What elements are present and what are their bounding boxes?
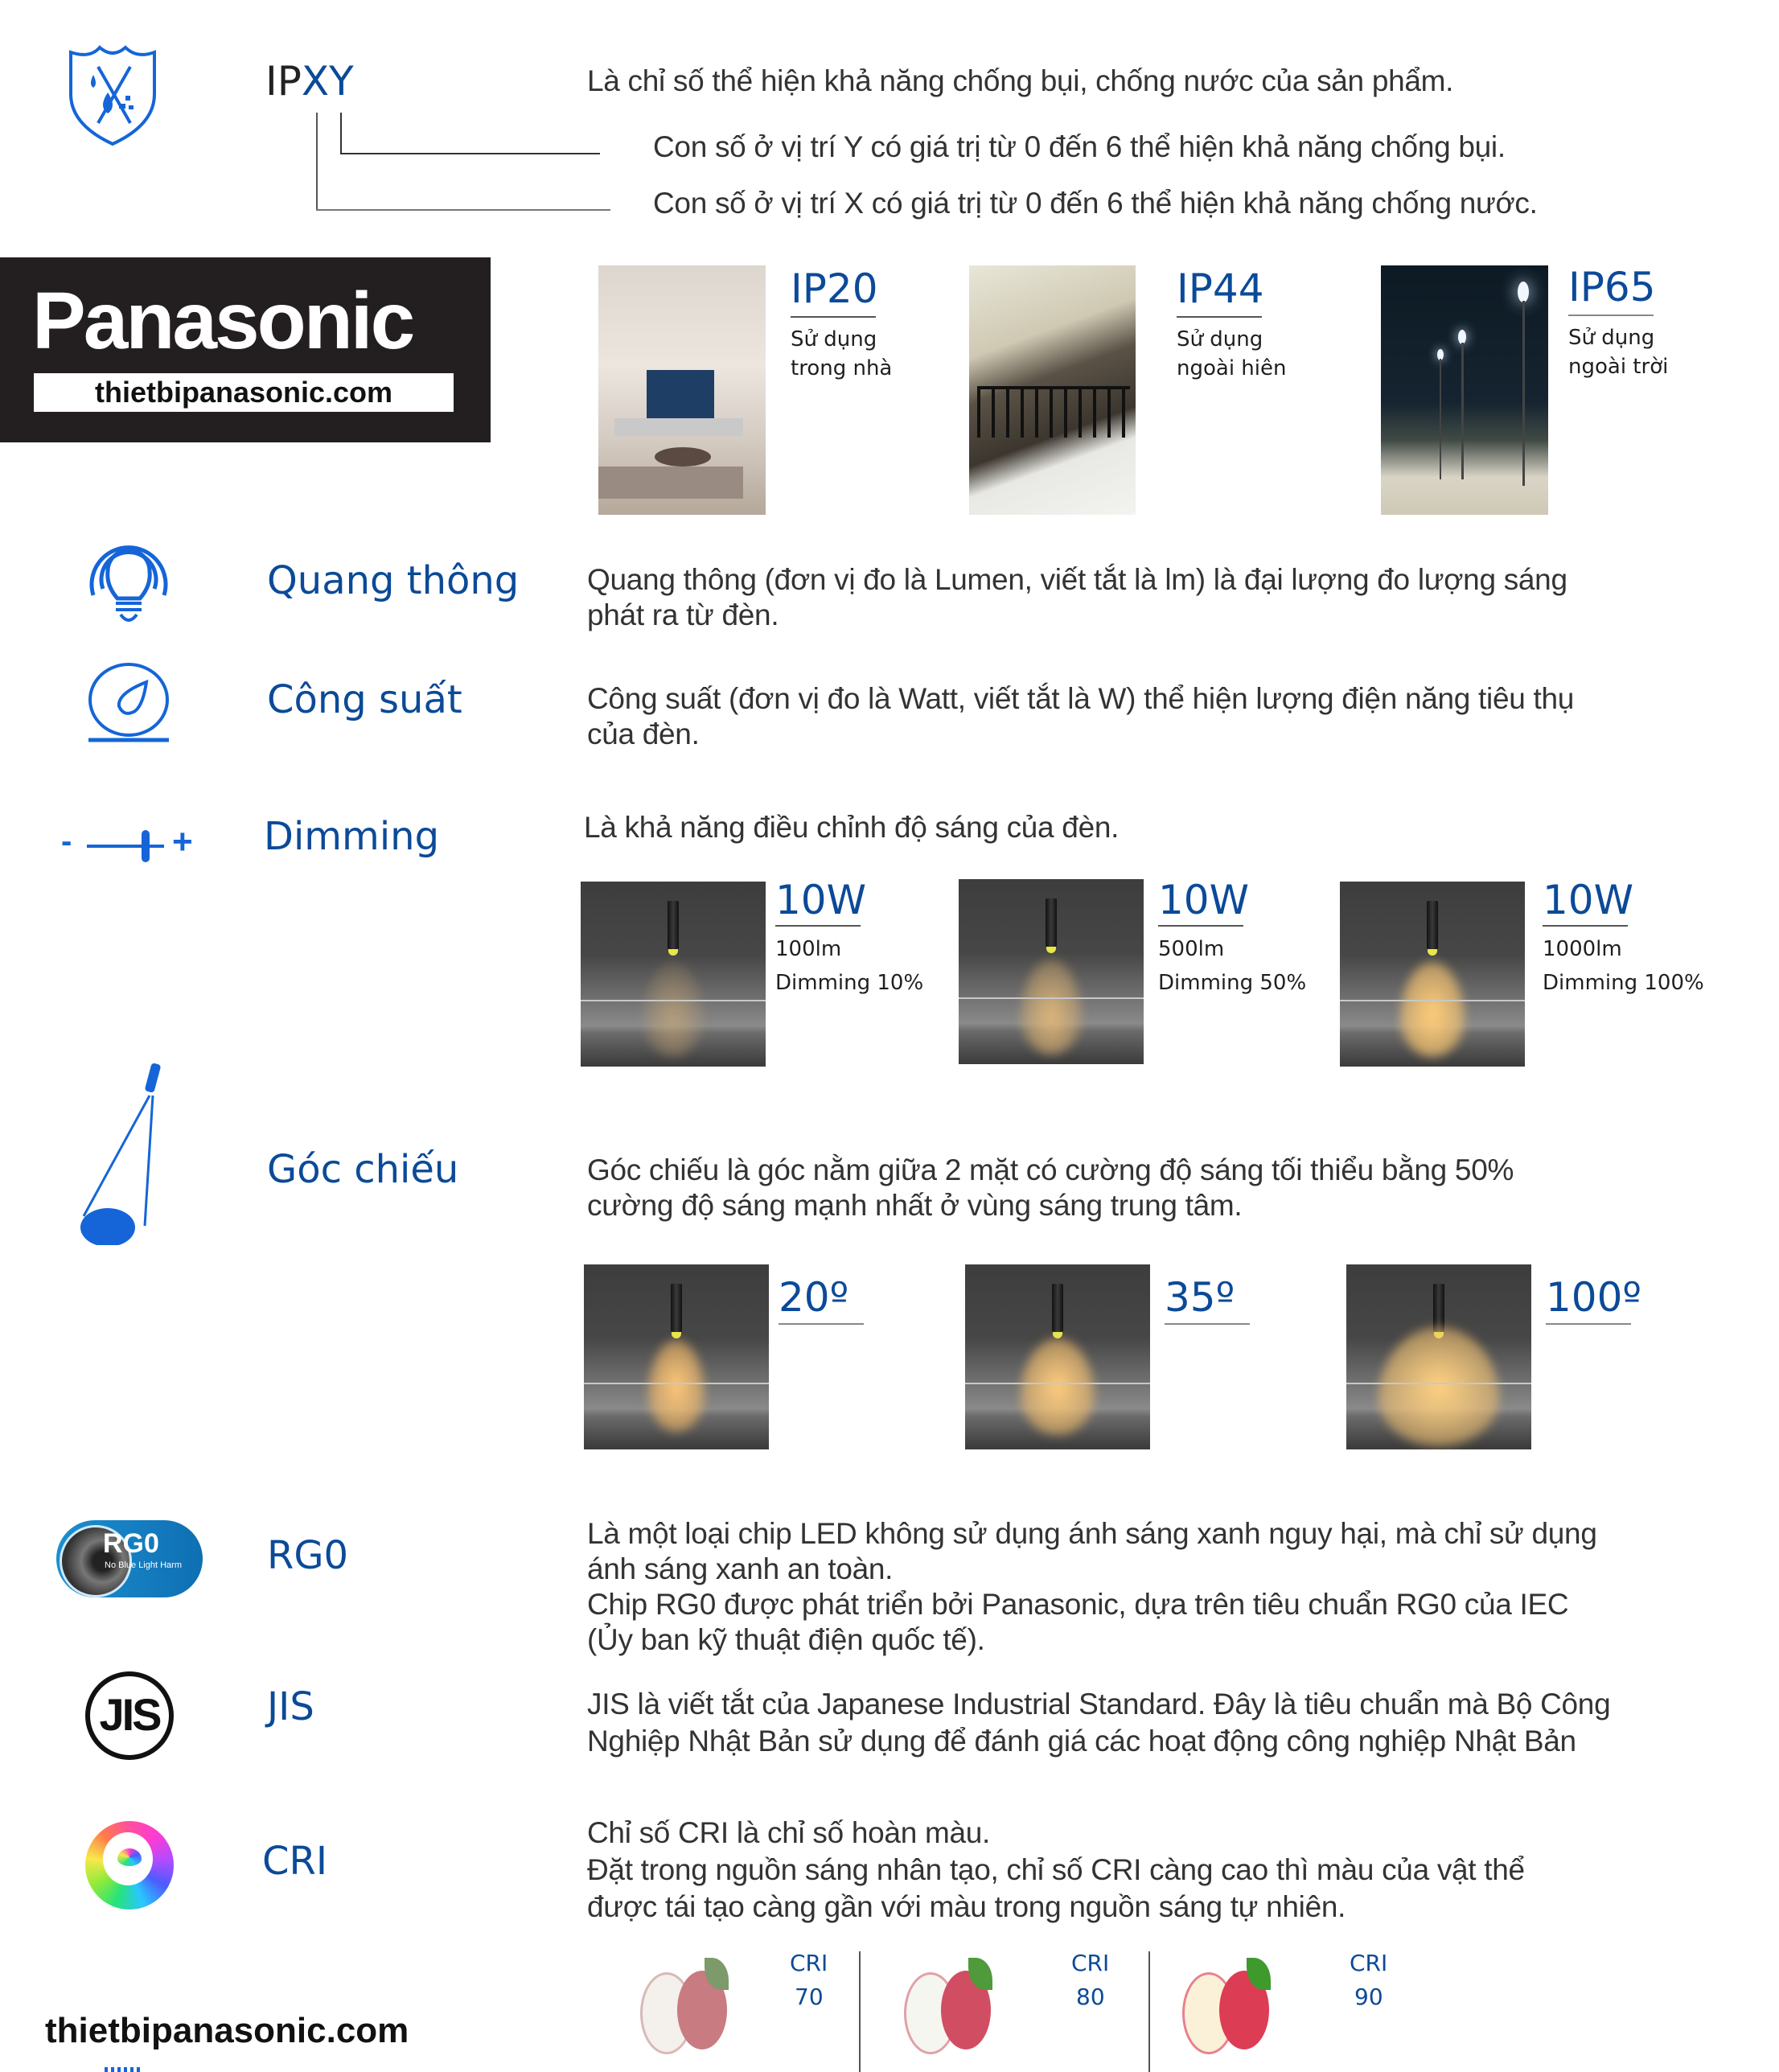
jis-title: JIS (267, 1684, 314, 1729)
ip20-line2: trong nhà (791, 356, 893, 380)
ipxy-title-prefix: IP (265, 58, 302, 105)
dimming-10-illustration (581, 882, 766, 1067)
dimmer-minus-icon: - (61, 824, 72, 859)
cri80-label: CRI (1071, 1950, 1110, 1976)
dimming-10-lumen: 100lm (775, 937, 842, 961)
dimming-100-rule (1543, 925, 1628, 927)
ip20-rule (791, 316, 876, 318)
rg0-title: RG0 (267, 1533, 349, 1578)
dimming-desc: Là khả năng điều chỉnh độ sáng của đèn. (584, 811, 1120, 844)
rg0-badge-sub: No Blue Light Harm (105, 1560, 182, 1570)
website-box (34, 373, 454, 412)
dimming-10-rule (775, 925, 861, 927)
cri-desc-3: được tái tạo càng gần với màu trong nguồn sáng tự nhiên. (587, 1890, 1346, 1923)
ipxy-title (265, 58, 354, 105)
beam-angle-icon (77, 1060, 166, 1245)
panasonic-wordmark: Panasonic (32, 276, 413, 366)
connector-x-vertical (316, 113, 318, 211)
cri80-value: 80 (1076, 1984, 1105, 2010)
outdoor-streetlight-photo (1381, 265, 1548, 515)
dimming-50-lumen: 500lm (1158, 937, 1225, 961)
jis-desc-2: Nghiệp Nhật Bản sử dụng để đánh giá các hoạt động công nghiệp Nhật Bản (587, 1725, 1576, 1758)
rg0-desc-3: Chip RG0 được phát triển bởi Panasonic, dựa trên tiêu chuẩn RG0 của IEC (587, 1588, 1569, 1621)
connector-y-vertical (340, 113, 342, 154)
jis-mark-icon (85, 1671, 174, 1760)
footer-partial-icon (105, 2067, 140, 2072)
dimming-10-power: 10W (775, 877, 867, 923)
color-eye-icon (85, 1821, 174, 1910)
ip44-rule (1177, 316, 1262, 318)
ip44-line1: Sử dụng (1177, 327, 1263, 352)
connector-x-horizontal (316, 209, 610, 211)
power-meter-icon (87, 663, 171, 746)
beam-100-angle: 100º (1546, 1274, 1641, 1321)
ip65-line1: Sử dụng (1568, 326, 1655, 350)
beam-100-rule (1546, 1323, 1631, 1325)
beam-35-illustration (965, 1264, 1150, 1449)
goc-chieu-desc-1: Góc chiếu là góc nằm giữa 2 mặt có cường độ sáng tối thiểu bằng 50% (587, 1153, 1514, 1186)
ip20-code: IP20 (791, 265, 878, 312)
rg0-badge-title: RG0 (103, 1528, 159, 1559)
apple-cri90-image (1174, 1953, 1295, 2049)
lightbulb-icon (87, 536, 171, 626)
cri90-label: CRI (1350, 1950, 1388, 1976)
dimmer-plus-icon: + (172, 822, 193, 861)
beam-100-illustration (1346, 1264, 1531, 1449)
dimming-100-power: 10W (1543, 877, 1634, 923)
shield-water-dust-icon (66, 44, 159, 147)
apple-cri80-image (896, 1953, 1017, 2049)
connector-y-horizontal (340, 153, 600, 154)
beam-20-illustration (584, 1264, 769, 1449)
dimming-100-level: Dimming 100% (1543, 971, 1704, 995)
beam-20-rule (779, 1323, 864, 1325)
cong-suat-desc-2: của đèn. (587, 717, 700, 750)
ipxy-line-x: Con số ở vị trí X có giá trị từ 0 đến 6 thể hiện khả năng chống nước. (653, 187, 1538, 220)
rg0-badge-icon (56, 1520, 203, 1597)
dimming-100-illustration (1340, 882, 1525, 1067)
ip44-code: IP44 (1177, 265, 1264, 312)
beam-20-angle: 20º (779, 1274, 849, 1321)
goc-chieu-title: Góc chiếu (267, 1147, 459, 1192)
cong-suat-desc-1: Công suất (đơn vị đo là Watt, viết tắt là W) thể hiện lượng điện năng tiêu thụ (587, 682, 1575, 715)
cri-title: CRI (262, 1839, 328, 1884)
cri-divider-2 (1148, 1951, 1150, 2072)
goc-chieu-desc-2: cường độ sáng mạnh nhất ở vùng sáng trung tâm. (587, 1189, 1243, 1222)
jis-mark-text: JIS (99, 1689, 160, 1740)
dimming-50-level: Dimming 50% (1158, 971, 1307, 995)
cri-desc-1: Chỉ số CRI là chỉ số hoàn màu. (587, 1816, 991, 1849)
ip65-rule (1568, 314, 1654, 316)
dimming-title: Dimming (264, 814, 440, 859)
rg0-desc-2: ánh sáng xanh an toàn. (587, 1552, 894, 1585)
ipxy-description: Là chỉ số thể hiện khả năng chống bụi, chống nước của sản phẩm. (587, 64, 1454, 97)
dimming-10-level: Dimming 10% (775, 971, 924, 995)
dimming-50-power: 10W (1158, 877, 1250, 923)
quang-thong-desc-2: phát ra từ đèn. (587, 598, 779, 631)
quang-thong-desc-1: Quang thông (đơn vị đo là Lumen, viết tắt là lm) là đại lượng đo lượng sáng (587, 563, 1567, 596)
beam-35-angle: 35º (1165, 1274, 1235, 1321)
website-text: thietbipanasonic.com (94, 376, 393, 409)
rg0-desc-4: (Ủy ban kỹ thuật điện quốc tế). (587, 1623, 985, 1656)
ip65-line2: ngoài trời (1568, 355, 1669, 379)
dimming-50-rule (1158, 925, 1243, 927)
cri-desc-2: Đặt trong nguồn sáng nhân tạo, chỉ số CRI càng cao thì màu của vật thể (587, 1853, 1525, 1886)
porch-balcony-photo (969, 265, 1136, 515)
indoor-room-photo (598, 265, 766, 515)
jis-desc-1: JIS là viết tắt của Japanese Industrial Standard. Đây là tiêu chuẩn mà Bộ Công (587, 1688, 1611, 1720)
panasonic-logo (0, 257, 491, 442)
cri70-value: 70 (795, 1984, 824, 2010)
cri-divider-1 (859, 1951, 861, 2072)
ip44-line2: ngoài hiên (1177, 356, 1287, 380)
ip20-line1: Sử dụng (791, 327, 877, 352)
apple-cri70-image (632, 1953, 753, 2049)
quang-thong-title: Quang thông (267, 558, 520, 603)
ip65-code: IP65 (1568, 264, 1656, 310)
dimming-50-illustration (959, 879, 1144, 1064)
cri70-label: CRI (790, 1950, 828, 1976)
dimming-100-lumen: 1000lm (1543, 937, 1622, 961)
ipxy-line-y: Con số ở vị trí Y có giá trị từ 0 đến 6 thể hiện khả năng chống bụi. (653, 130, 1506, 163)
cong-suat-title: Công suất (267, 677, 462, 722)
ipxy-title-suffix: XY (301, 58, 354, 105)
beam-35-rule (1165, 1323, 1250, 1325)
footer-website: thietbipanasonic.com (45, 2011, 409, 2050)
cri90-value: 90 (1354, 1984, 1383, 2010)
dimmer-slider-icon (61, 822, 199, 864)
rg0-desc-1: Là một loại chip LED không sử dụng ánh sáng xanh nguy hại, mà chỉ sử dụng (587, 1517, 1597, 1550)
